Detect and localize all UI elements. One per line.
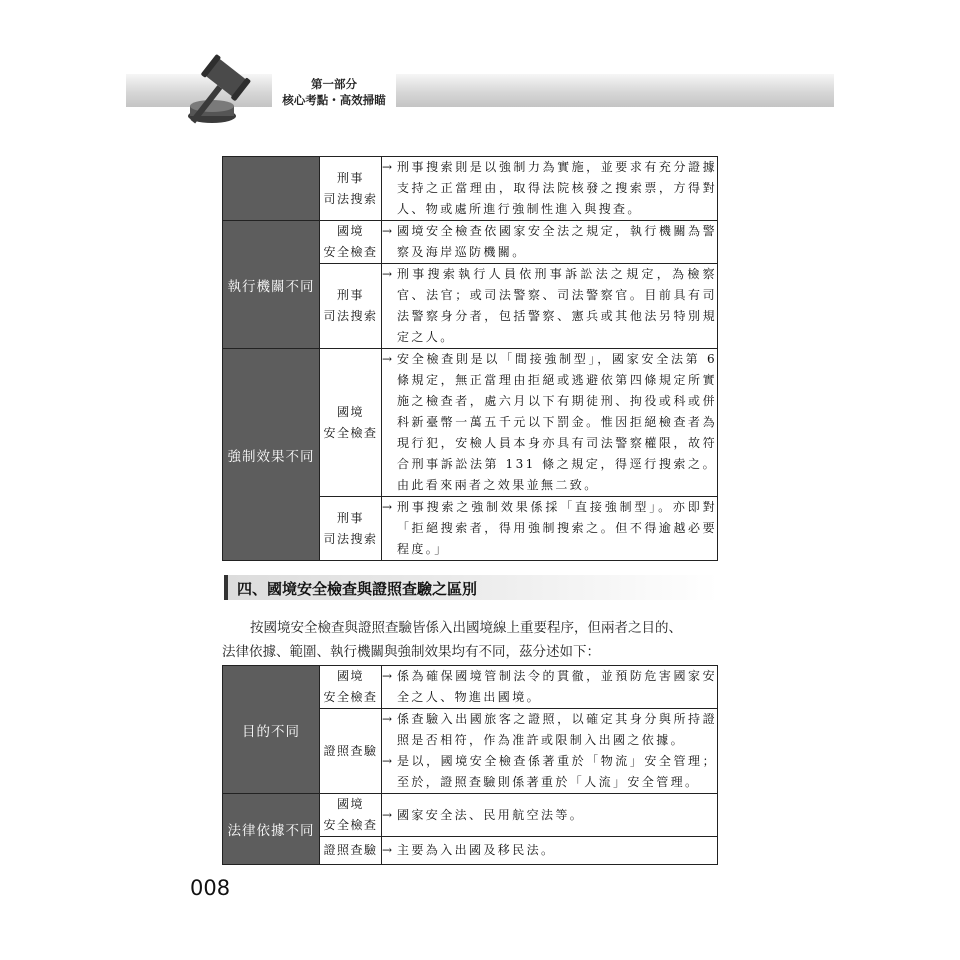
subject-cell: [320, 837, 382, 865]
table-row: [223, 794, 718, 837]
list-item: → 係查驗入出國旅客之證照，以確定其身分與所持證照是否相符，作為准許或限制入出國之依據。: [382, 709, 717, 751]
subject-label: 證照查驗: [323, 843, 378, 857]
table-row: [223, 157, 718, 221]
comparison-table-1: [222, 156, 718, 561]
subject-label: 司法搜索: [323, 309, 378, 323]
header-part: 第一部分: [311, 77, 357, 91]
table-row: [223, 349, 718, 497]
category-cell: 法律依據不同: [223, 794, 320, 865]
arrow-icon: →: [382, 160, 393, 174]
subject-label: 國境: [336, 797, 364, 811]
header-title: [272, 76, 396, 108]
list-item: → 刑事搜索之強制效果係採「直接強制型」。亦即對「拒絕搜索者，得用強制搜索之。但不得逾越必要程度。」: [382, 497, 717, 560]
description-cell: [382, 666, 718, 709]
section-heading: [224, 575, 718, 600]
gavel-icon: [178, 52, 278, 128]
list-item: → 係為確保國境管制法令的貫徹，並預防危害國家安全之人、物進出國境。: [382, 666, 717, 708]
list-item: → 主要為入出國及移民法。: [382, 840, 717, 861]
category-cell: 強制效果不同: [223, 349, 320, 561]
arrow-icon: →: [382, 267, 393, 281]
subject-label: 司法搜索: [323, 531, 378, 546]
subject-label: 國境: [336, 224, 364, 238]
description-cell: [382, 221, 718, 264]
subject-cell: [320, 349, 382, 497]
subject-label: 刑事: [336, 288, 364, 302]
list-item: → 刑事搜索則是以強制力為實施，並要求有充分證據支持之正當理由，取得法院核發之搜索票，方得對人、物或處所進行強制性進入與搜查。: [382, 157, 717, 220]
subject-label: 安全檢查: [323, 818, 378, 832]
subject-label: 國境: [336, 669, 364, 683]
subject-label: 安全檢查: [323, 245, 378, 259]
subject-cell: [320, 497, 382, 561]
description-cell: [382, 837, 718, 865]
arrow-icon: →: [382, 712, 393, 726]
list-item: → 刑事搜索執行人員依刑事訴訟法之規定，為檢察官、法官；或司法警察、司法警察官。目前具有司法警察身分者，包括警察、憲兵或其他法另特別規定之人。: [382, 264, 717, 348]
arrow-icon: →: [382, 352, 393, 366]
list-item: → 國家安全法、民用航空法等。: [382, 805, 717, 826]
arrow-icon: →: [382, 669, 393, 683]
category-cell: 目的不同: [223, 666, 320, 794]
subject-cell: [320, 666, 382, 709]
description-cell: [382, 709, 718, 794]
table-row: [223, 221, 718, 264]
subject-cell: [320, 221, 382, 264]
arrow-icon: →: [382, 500, 393, 514]
category-cell: 執行機關不同: [223, 221, 320, 349]
comparison-table-2: [222, 665, 718, 865]
arrow-icon: →: [382, 843, 393, 857]
list-item: → 國境安全檢查依國家安全法之規定，執行機關為警察及海岸巡防機關。: [382, 221, 717, 263]
subject-cell: [320, 709, 382, 794]
subject-label: 刑事: [336, 170, 364, 185]
list-item: → 是以，國境安全檢查係著重於「物流」安全管理；至於，證照查驗則係著重於「人流」安全管理。: [382, 751, 717, 793]
arrow-icon: →: [382, 224, 393, 238]
subject-label: 司法搜索: [323, 191, 378, 206]
page-number: 008: [190, 876, 231, 900]
subject-cell: [320, 794, 382, 837]
subject-label: 證照查驗: [323, 743, 378, 758]
list-item: → 安全檢查則是以「間接強制型」，國家安全法第 6 條規定，無正當理由拒絕或逃避依第四條規定所實施之檢查者，處六月以下有期徒刑、拘役或科或併科新臺幣一萬五千元以下罰金。惟因拒絕檢查者為現行犯，安檢人員本身亦具有司法警察權限，故符合刑事訴訟法第 131 條之規定，得逕行搜索之。由此看來兩者之效果並無二致。: [382, 349, 717, 496]
subject-label: 國境: [336, 404, 364, 419]
subject-cell: [320, 264, 382, 349]
subject-label: 安全檢查: [323, 690, 378, 704]
paragraph-line-1: 按國境安全檢查與證照查驗皆係入出國境線上重要程序，但兩者之目的、: [250, 620, 682, 636]
description-cell: [382, 497, 718, 561]
subject-label: 刑事: [336, 510, 364, 525]
section-title: 四、國境安全檢查與證照查驗之區別: [237, 580, 478, 598]
description-cell: [382, 157, 718, 221]
description-cell: [382, 794, 718, 837]
description-cell: [382, 349, 718, 497]
header-subtitle: 核心考點・高效掃瞄: [282, 93, 386, 107]
table-row: [223, 666, 718, 709]
subject-cell: [320, 157, 382, 221]
category-cell-empty: [223, 157, 320, 221]
subject-label: 安全檢查: [323, 425, 378, 440]
arrow-icon: →: [382, 754, 393, 768]
paragraph-line-2: 法律依據、範圍、執行機關與強制效果均有不同，茲分述如下：: [222, 644, 600, 660]
description-cell: [382, 264, 718, 349]
arrow-icon: →: [382, 807, 393, 822]
